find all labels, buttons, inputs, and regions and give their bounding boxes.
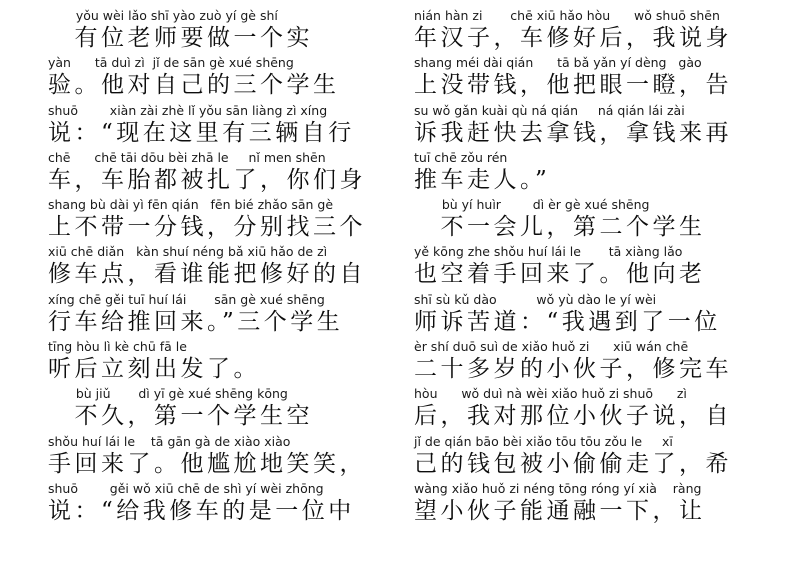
text-line bbox=[414, 481, 770, 528]
chinese-text: 师诉苦道：“我遇到了一位 bbox=[414, 308, 721, 335]
text-line bbox=[414, 244, 770, 291]
text-line bbox=[414, 55, 770, 102]
chinese-text: 己的钱包被小偷偷走了，希 bbox=[414, 450, 732, 477]
pinyin-annotation: yǒu wèi lǎo shī yào zuò yí gè shí bbox=[48, 8, 278, 23]
chinese-text: 也空着手回来了。他向老 bbox=[414, 261, 706, 288]
text-line bbox=[48, 339, 404, 386]
chinese-text: 上不带一分钱，分别找三个 bbox=[48, 214, 366, 241]
chinese-text: 听后立刻出发了。 bbox=[48, 356, 260, 383]
pinyin-annotation: shang bù dài yì fēn qián fēn bié zhǎo sān gè bbox=[48, 197, 334, 213]
text-line bbox=[48, 8, 404, 55]
pinyin-annotation: shuō xiàn zài zhè lǐ yǒu sān liàng zì xíng bbox=[48, 102, 328, 118]
text-line bbox=[48, 150, 404, 197]
chinese-text: 车，车胎都被扎了，你们身 bbox=[48, 166, 366, 193]
text-line bbox=[48, 386, 404, 433]
pinyin-annotation: yàn tā duì zì jǐ de sān gè xué shēng bbox=[48, 55, 294, 71]
pinyin-annotation: yě kōng zhe shǒu huí lái le tā xiàng lǎo bbox=[414, 244, 683, 260]
pinyin-annotation: xíng chē gěi tuī huí lái sān gè xué shēng bbox=[48, 291, 325, 307]
chinese-text: 上没带钱，他把眼一瞪，告 bbox=[414, 72, 732, 99]
pinyin-annotation: bù yí huìr dì èr gè xué shēng bbox=[414, 197, 650, 213]
pinyin-annotation: tīng hòu lì kè chū fā le bbox=[48, 339, 187, 355]
chinese-text: 诉我赶快去拿钱，拿钱来再 bbox=[414, 119, 732, 146]
pinyin-annotation: shǒu huí lái le tā gān gà de xiào xiào bbox=[48, 433, 291, 449]
chinese-text: 望小伙子能通融一下，让 bbox=[414, 497, 706, 524]
text-line bbox=[414, 434, 770, 481]
left-text-column bbox=[48, 8, 404, 528]
chinese-text: 行车给推回来。”三个学生 bbox=[48, 308, 344, 335]
chinese-text: 不久，第一个学生空 bbox=[48, 403, 313, 430]
chinese-text: 验。他对自己的三个学生 bbox=[48, 72, 340, 99]
chinese-text: 说：“现在这里有三辆自行 bbox=[48, 119, 355, 146]
pinyin-annotation: su wǒ gǎn kuài qù ná qián ná qián lái zài bbox=[414, 102, 685, 118]
pinyin-annotation: shang méi dài qián tā bǎ yǎn yí dèng gào bbox=[414, 55, 702, 71]
chinese-text: 推车走人。” bbox=[414, 166, 551, 193]
pinyin-annotation: èr shí duō suì de xiǎo huǒ zi xiū wán chē bbox=[414, 339, 689, 355]
text-line bbox=[48, 481, 404, 528]
pinyin-annotation: wàng xiǎo huǒ zi néng tōng róng yí xià ràng bbox=[414, 480, 702, 496]
chinese-text: 修车点，看谁能把修好的自 bbox=[48, 261, 366, 288]
chinese-text: 年汉子，车修好后，我说身 bbox=[414, 25, 732, 51]
right-text-column bbox=[414, 8, 770, 528]
chinese-text: 有位老师要做一个实 bbox=[48, 25, 313, 51]
chinese-text: 手回来了。他尴尬地笑笑， bbox=[48, 450, 366, 477]
text-line bbox=[414, 339, 770, 386]
text-line bbox=[414, 292, 770, 339]
text-line bbox=[414, 103, 770, 150]
text-line bbox=[414, 197, 770, 244]
pinyin-annotation: xiū chē diǎn kàn shuí néng bǎ xiū hǎo de zì bbox=[48, 244, 328, 260]
text-line bbox=[414, 8, 770, 55]
chinese-text: 说：“给我修车的是一位中 bbox=[48, 497, 355, 524]
text-line bbox=[48, 55, 404, 102]
chinese-text: 不一会儿，第二个学生 bbox=[414, 214, 706, 241]
pinyin-annotation: bù jiǔ dì yī gè xué shēng kōng bbox=[48, 386, 288, 402]
pinyin-annotation: tuī chē zǒu rén bbox=[414, 149, 508, 165]
chinese-text: 二十多岁的小伙子，修完车 bbox=[414, 356, 732, 383]
text-line bbox=[48, 244, 404, 291]
pinyin-annotation: shī sù kǔ dào wǒ yù dào le yí wèi bbox=[414, 291, 657, 307]
text-line bbox=[414, 386, 770, 433]
text-line bbox=[48, 103, 404, 150]
pinyin-annotation: hòu wǒ duì nà wèi xiǎo huǒ zi shuō zì bbox=[414, 386, 687, 402]
chinese-text: 后，我对那位小伙子说，自 bbox=[414, 403, 732, 430]
pinyin-annotation: shuō gěi wǒ xiū chē de shì yí wèi zhōng bbox=[48, 480, 324, 496]
pinyin-annotation: jǐ de qián bāo bèi xiǎo tōu tōu zǒu le xī bbox=[414, 433, 673, 449]
text-line bbox=[414, 150, 770, 197]
pinyin-annotation: chē chē tāi dōu bèi zhā le nǐ men shēn bbox=[48, 149, 326, 165]
text-line bbox=[48, 434, 404, 481]
text-line bbox=[48, 197, 404, 244]
pinyin-annotation: nián hàn zi chē xiū hǎo hòu wǒ shuō shēn bbox=[414, 8, 720, 23]
text-line bbox=[48, 292, 404, 339]
